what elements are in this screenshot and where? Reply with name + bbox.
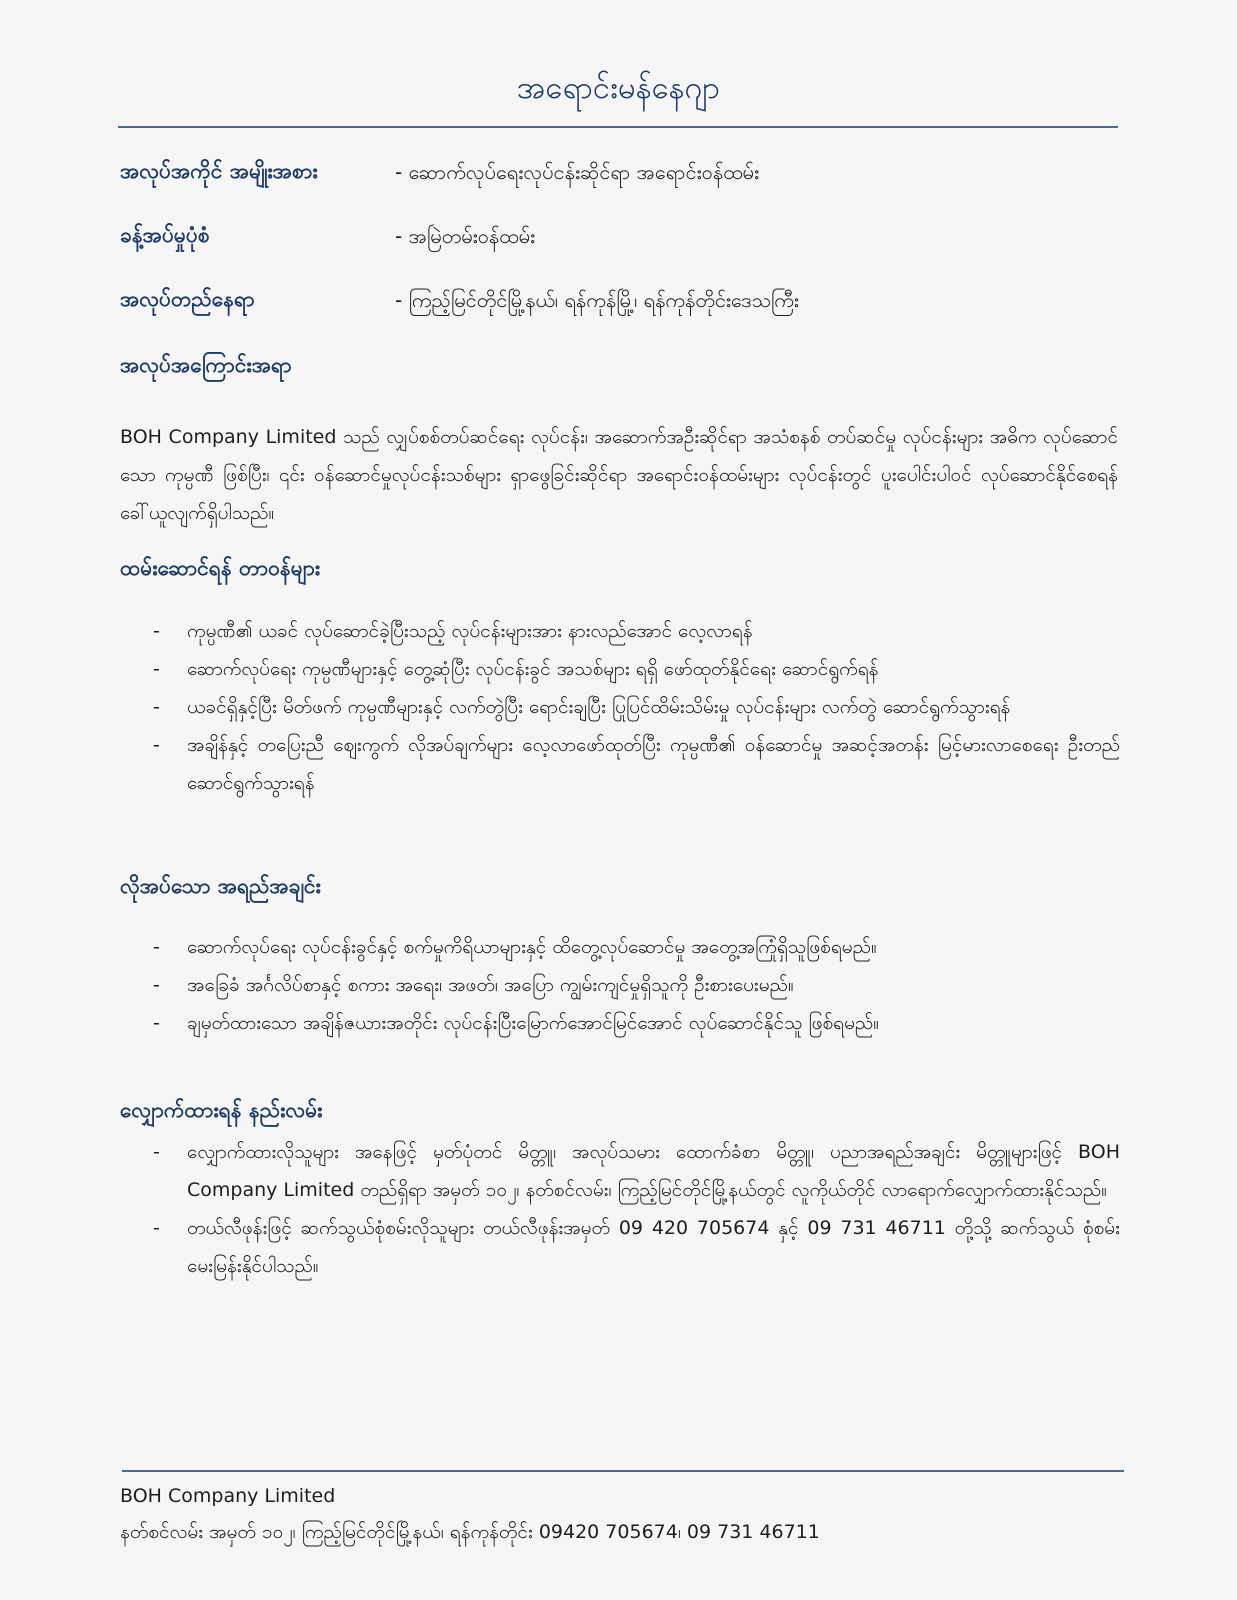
info-label: အလုပ်အကိုင် အမျိုးအစား <box>120 159 318 183</box>
dash-bullet: - <box>153 696 160 718</box>
section-heading-requirements: လိုအပ်သော အရည်အချင်း <box>120 874 321 898</box>
list-item-text: ဆောက်လုပ်ရေး လုပ်ငန်းခွင်နှင့် စက်မှုကိရိယာများနှင့် ထိတွေ့လုပ်ဆောင်မှု အတွေ့အကြုံရှိသူဖြစ်ရမည်။ <box>187 936 877 958</box>
dash-bullet: - <box>153 620 160 642</box>
dash-bullet: - <box>153 936 160 958</box>
info-row-employment-type <box>120 222 1120 258</box>
list-item-text: လျှောက်ထားလိုသူများ အနေဖြင့် မှတ်ပုံတင် မိတ္တူ၊ အလုပ်သမား ထောက်ခံစာ မိတ္တူ၊ ပညာအရည်အချင်း မိတ္တူများဖြင့် BOH Company Limited တည်ရှိရာ အမှတ် ၁၀၂၊ နတ်စင်လမ်း၊ ကြည့်မြင်တိုင်မြို့နယ်တွင် လူကိုယ်တိုင် လာရောက်လျှောက်ထားနိုင်သည်။ <box>187 1141 1120 1201</box>
list-item-text: ချမှတ်ထားသော အချိန်ဇယားအတိုင်း လုပ်ငန်းပြီးမြောက်အောင်မြင်အောင် လုပ်ဆောင်နိုင်သူ ဖြစ်ရမည်။ <box>187 1012 880 1034</box>
list-item-text: ဆောက်လုပ်ရေး ကုမ္ပဏီများနှင့် တွေ့ဆုံပြီး လုပ်ငန်းခွင် အသစ်များ ရရှိ ဖော်ထုတ်နိုင်ရေး ဆောင်ရွက်ရန် <box>187 658 879 680</box>
dash-bullet: - <box>153 1217 160 1239</box>
title-divider <box>118 126 1118 128</box>
list-item-text: ကုမ္ပဏီ၏ ယခင် လုပ်ဆောင်ခဲ့ပြီးသည့် လုပ်ငန်းများအား နားလည်အောင် လေ့လာရန် <box>187 620 753 642</box>
dash-bullet: - <box>153 1141 160 1163</box>
list-item <box>120 650 1120 688</box>
info-value: - အမြဲတမ်းဝန်ထမ်း <box>395 224 536 248</box>
footer-address: နတ်စင်လမ်း အမှတ် ၁၀၂၊ ကြည့်မြင်တိုင်မြို့နယ်၊ ရန်ကုန်တိုင်း 09420 705674၊ 09 731 46711 <box>120 1521 820 1543</box>
list-item <box>120 966 1120 1004</box>
list-item <box>120 726 1120 802</box>
dash-bullet: - <box>153 658 160 680</box>
requirements-list <box>120 928 1120 1042</box>
list-item <box>120 688 1120 726</box>
section-heading-duties: ထမ်းဆောင်ရန် တာဝန်များ <box>120 556 321 580</box>
list-item <box>120 612 1120 650</box>
info-value: - ဆောက်လုပ်ရေးလုပ်ငန်းဆိုင်ရာ အရောင်းဝန်ထမ်း <box>395 160 760 184</box>
list-item-text: ယခင်ရှိနှင့်ပြီး မိတ်ဖက် ကုမ္ပဏီများနှင့် လက်တွဲပြီး ရောင်းချပြီး ပြုပြင်ထိမ်းသိမ်းမှု လုပ်ငန်းများ လက်တွဲ ဆောင်ရွက်သွားရန် <box>187 696 1011 718</box>
duties-list <box>120 612 1120 802</box>
info-row-job-type <box>120 158 1120 194</box>
section-heading-apply: လျှောက်ထားရန် နည်းလမ်း <box>120 1098 323 1122</box>
list-item <box>120 928 1120 966</box>
list-item <box>120 1133 1120 1209</box>
info-value: - ကြည့်မြင်တိုင်မြို့နယ်၊ ရန်ကုန်မြို့၊ ရန်ကုန်တိုင်းဒေသကြီး <box>395 288 799 312</box>
footer-company-name: BOH Company Limited <box>120 1485 336 1507</box>
description-paragraph: BOH Company Limited သည် လျှပ်စစ်တပ်ဆင်ရေး လုပ်ငန်း၊ အဆောက်အဦးဆိုင်ရာ အသံစနစ် တပ်ဆင်မှု လုပ်ငန်းများ အဓိက လုပ်ဆောင်သော ကုမ္ပဏီ ဖြစ်ပြီး၊ ၎င်း ဝန်ဆောင်မှုလုပ်ငန်းသစ်များ ရှာဖွေခြင်းဆိုင်ရာ အရောင်းဝန်ထမ်းများ လုပ်ငန်းတွင် ပူးပေါင်းပါဝင် လုပ်ဆောင်နိုင်စေရန် ခေါ်ယူလျက်ရှိပါသည်။ <box>120 426 1118 524</box>
list-item-text: တယ်လီဖုန်းဖြင့် ဆက်သွယ်စုံစမ်းလိုသူများ တယ်လီဖုန်းအမှတ် 09 420 705674 နှင့် 09 731 46711 တို့သို့ ဆက်သွယ် စုံစမ်း မေးမြန်းနိုင်ပါသည်။ <box>187 1217 1120 1277</box>
info-label: အလုပ်တည်နေရာ <box>120 287 255 311</box>
dash-bullet: - <box>153 1012 160 1034</box>
footer-divider <box>122 1470 1124 1472</box>
info-label: ခန့်အပ်မှုပုံစံ <box>120 223 210 247</box>
page-title: အရောင်းမန်နေဂျာ <box>517 70 720 106</box>
dash-bullet: - <box>153 734 160 756</box>
list-item-text: အခြေခံ အင်္ဂလိပ်စာနှင့် စကား အရေး၊ အဖတ်၊ အပြော ကျွမ်းကျင်မှုရှိသူကို ဦးစားပေးမည်။ <box>187 974 794 996</box>
info-row-location <box>120 286 1120 322</box>
list-item <box>120 1209 1120 1285</box>
section-heading-description: အလုပ်အကြောင်းအရာ <box>120 353 292 377</box>
list-item-text: အချိန်နှင့် တပြေးညီ ဈေးကွက် လိုအပ်ချက်များ လေ့လာဖော်ထုတ်ပြီး ကုမ္ပဏီ၏ ဝန်ဆောင်မှု အဆင့်အတန်း မြင့်မားလာစေရေး ဦးတည် ဆောင်ရွက်သွားရန် <box>187 734 1120 794</box>
apply-list <box>120 1133 1120 1285</box>
dash-bullet: - <box>153 974 160 996</box>
list-item <box>120 1004 1120 1042</box>
